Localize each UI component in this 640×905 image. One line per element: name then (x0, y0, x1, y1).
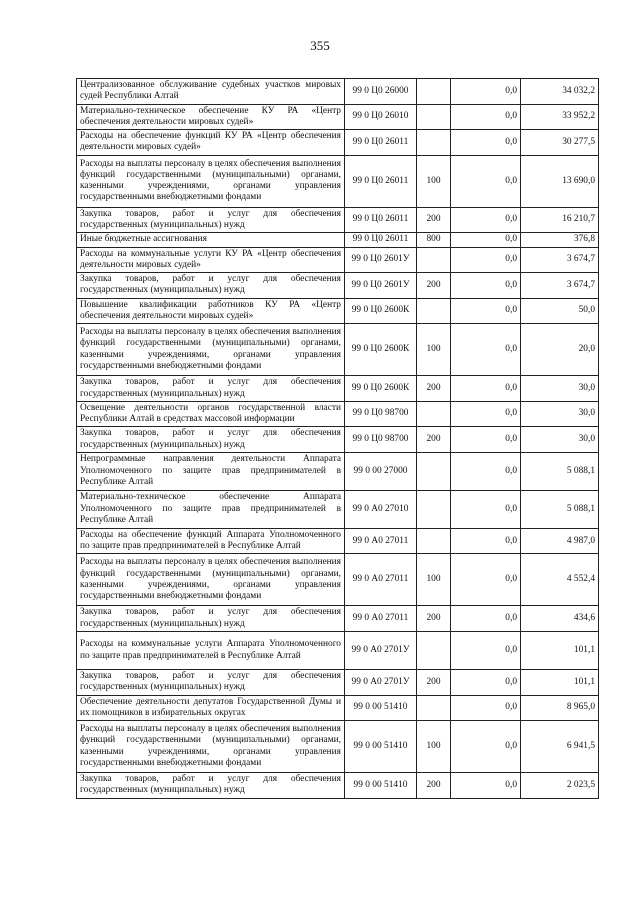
table-row (77, 298, 599, 324)
amount-2: 34 032,2 (521, 79, 599, 105)
amount-2: 30,0 (521, 401, 599, 427)
expense-type (417, 452, 451, 490)
amount-1: 0,0 (451, 695, 521, 721)
row-name: Непрограммные направления деятельности Аппарата Уполномоченного по защите прав предпринимателей в Республике Алтай (77, 452, 345, 490)
amount-1: 0,0 (451, 554, 521, 606)
expense-type (417, 79, 451, 105)
amount-1: 0,0 (451, 452, 521, 490)
amount-1: 0,0 (451, 130, 521, 156)
target-code: 99 0 А0 27010 (345, 490, 417, 528)
target-code: 99 0 Ц0 2600К (345, 376, 417, 402)
target-code: 99 0 А0 27011 (345, 528, 417, 554)
row-name: Закупка товаров, работ и услуг для обеспечения государственных (муниципальных) нужд (77, 606, 345, 632)
table-row (77, 273, 599, 299)
row-name: Расходы на выплаты персоналу в целях обеспечения выполнения функций государственными (муниципальными) органами, казенными учреждениями, органами управления государственными внебюджетными фондами (77, 155, 345, 207)
table-row (77, 376, 599, 402)
table-row (77, 721, 599, 773)
expense-type: 200 (417, 207, 451, 233)
expense-type (417, 695, 451, 721)
table-row (77, 670, 599, 696)
amount-1: 0,0 (451, 79, 521, 105)
table-row (77, 554, 599, 606)
amount-2: 101,1 (521, 670, 599, 696)
amount-1: 0,0 (451, 401, 521, 427)
amount-2: 3 674,7 (521, 273, 599, 299)
table-row (77, 606, 599, 632)
row-name: Централизованное обслуживание судебных участков мировых судей Республики Алтай (77, 79, 345, 105)
target-code: 99 0 Ц0 98700 (345, 401, 417, 427)
table-row (77, 155, 599, 207)
row-name: Закупка товаров, работ и услуг для обеспечения государственных (муниципальных) нужд (77, 670, 345, 696)
budget-table-body (77, 79, 599, 799)
row-name: Расходы на коммунальные услуги Аппарата Уполномоченного по защите прав предпринимателей в Республике Алтай (77, 632, 345, 670)
amount-1: 0,0 (451, 207, 521, 233)
amount-2: 30 277,5 (521, 130, 599, 156)
target-code: 99 0 Ц0 26000 (345, 79, 417, 105)
row-name: Повышение квалификации работников КУ РА «Центр обеспечения деятельности мировых судей» (77, 298, 345, 324)
expense-type (417, 104, 451, 130)
page-number: 355 (310, 38, 330, 53)
amount-2: 8 965,0 (521, 695, 599, 721)
table-row (77, 79, 599, 105)
amount-2: 434,6 (521, 606, 599, 632)
expense-type: 200 (417, 427, 451, 453)
amount-2: 376,8 (521, 233, 599, 247)
target-code: 99 0 Ц0 26011 (345, 130, 417, 156)
amount-2: 13 690,0 (521, 155, 599, 207)
amount-2: 4 987,0 (521, 528, 599, 554)
expense-type: 200 (417, 670, 451, 696)
target-code: 99 0 А0 27011 (345, 606, 417, 632)
amount-2: 6 941,5 (521, 721, 599, 773)
amount-2: 5 088,1 (521, 490, 599, 528)
row-name: Расходы на обеспечение функций КУ РА «Центр обеспечения деятельности мировых судей» (77, 130, 345, 156)
row-name: Освещение деятельности органов государственной власти Республики Алтай в средствах массовой информации (77, 401, 345, 427)
target-code: 99 0 00 51410 (345, 773, 417, 799)
table-row (77, 773, 599, 799)
row-name: Закупка товаров, работ и услуг для обеспечения государственных (муниципальных) нужд (77, 207, 345, 233)
table-row (77, 247, 599, 273)
expense-type (417, 130, 451, 156)
table-row (77, 632, 599, 670)
amount-1: 0,0 (451, 376, 521, 402)
table-row (77, 233, 599, 247)
row-name: Расходы на выплаты персоналу в целях обеспечения выполнения функций государственными (муниципальными) органами, казенными учреждениями, органами управления государственными внебюджетными фондами (77, 721, 345, 773)
target-code: 99 0 Ц0 2600К (345, 324, 417, 376)
target-code: 99 0 Ц0 2600К (345, 298, 417, 324)
target-code: 99 0 00 51410 (345, 721, 417, 773)
amount-1: 0,0 (451, 606, 521, 632)
target-code: 99 0 Ц0 2601У (345, 273, 417, 299)
target-code: 99 0 А0 2701У (345, 632, 417, 670)
target-code: 99 0 Ц0 98700 (345, 427, 417, 453)
row-name: Расходы на коммунальные услуги КУ РА «Центр обеспечения деятельности мировых судей» (77, 247, 345, 273)
amount-2: 30,0 (521, 427, 599, 453)
target-code: 99 0 Ц0 26011 (345, 233, 417, 247)
amount-1: 0,0 (451, 247, 521, 273)
target-code: 99 0 Ц0 2601У (345, 247, 417, 273)
amount-1: 0,0 (451, 324, 521, 376)
expense-type (417, 401, 451, 427)
amount-2: 50,0 (521, 298, 599, 324)
amount-2: 5 088,1 (521, 452, 599, 490)
amount-2: 30,0 (521, 376, 599, 402)
amount-2: 33 952,2 (521, 104, 599, 130)
amount-2: 2 023,5 (521, 773, 599, 799)
table-row (77, 490, 599, 528)
table-row (77, 452, 599, 490)
expense-type: 200 (417, 773, 451, 799)
amount-1: 0,0 (451, 632, 521, 670)
expense-type: 800 (417, 233, 451, 247)
expense-type: 100 (417, 554, 451, 606)
expense-type: 100 (417, 155, 451, 207)
table-row (77, 130, 599, 156)
row-name: Закупка товаров, работ и услуг для обеспечения государственных (муниципальных) нужд (77, 427, 345, 453)
row-name: Расходы на выплаты персоналу в целях обеспечения выполнения функций государственными (муниципальными) органами, казенными учреждениями, органами управления государственными внебюджетными фондами (77, 554, 345, 606)
amount-1: 0,0 (451, 773, 521, 799)
amount-1: 0,0 (451, 273, 521, 299)
amount-1: 0,0 (451, 670, 521, 696)
expense-type: 100 (417, 324, 451, 376)
row-name: Расходы на выплаты персоналу в целях обеспечения выполнения функций государственными (муниципальными) органами, казенными учреждениями, органами управления государственными внебюджетными фондами (77, 324, 345, 376)
expense-type: 100 (417, 721, 451, 773)
amount-1: 0,0 (451, 104, 521, 130)
row-name: Расходы на обеспечение функций Аппарата Уполномоченного по защите прав предпринимателей в Республике Алтай (77, 528, 345, 554)
table-row (77, 427, 599, 453)
table-row (77, 207, 599, 233)
amount-2: 3 674,7 (521, 247, 599, 273)
expense-type (417, 490, 451, 528)
table-row (77, 695, 599, 721)
target-code: 99 0 Ц0 26011 (345, 207, 417, 233)
budget-table (76, 78, 599, 799)
target-code: 99 0 А0 2701У (345, 670, 417, 696)
expense-type (417, 632, 451, 670)
expense-type: 200 (417, 606, 451, 632)
amount-1: 0,0 (451, 427, 521, 453)
target-code: 99 0 00 51410 (345, 695, 417, 721)
target-code: 99 0 А0 27011 (345, 554, 417, 606)
amount-1: 0,0 (451, 298, 521, 324)
target-code: 99 0 Ц0 26010 (345, 104, 417, 130)
row-name: Иные бюджетные ассигнования (77, 233, 345, 247)
amount-1: 0,0 (451, 233, 521, 247)
amount-2: 16 210,7 (521, 207, 599, 233)
amount-2: 20,0 (521, 324, 599, 376)
table-row (77, 324, 599, 376)
amount-2: 101,1 (521, 632, 599, 670)
table-row (77, 401, 599, 427)
table-row (77, 104, 599, 130)
expense-type (417, 528, 451, 554)
target-code: 99 0 Ц0 26011 (345, 155, 417, 207)
expense-type: 200 (417, 376, 451, 402)
target-code: 99 0 00 27000 (345, 452, 417, 490)
expense-type (417, 298, 451, 324)
expense-type (417, 247, 451, 273)
amount-1: 0,0 (451, 528, 521, 554)
row-name: Закупка товаров, работ и услуг для обеспечения государственных (муниципальных) нужд (77, 773, 345, 799)
row-name: Материально-техническое обеспечение КУ РА «Центр обеспечения деятельности мировых судей» (77, 104, 345, 130)
row-name: Материально-техническое обеспечение Аппарата Уполномоченного по защите прав предпринимателей в Республике Алтай (77, 490, 345, 528)
row-name: Закупка товаров, работ и услуг для обеспечения государственных (муниципальных) нужд (77, 376, 345, 402)
expense-type: 200 (417, 273, 451, 299)
table-row (77, 528, 599, 554)
row-name: Обеспечение деятельности депутатов Государственной Думы и их помощников в избирательных округах (77, 695, 345, 721)
amount-1: 0,0 (451, 721, 521, 773)
amount-2: 4 552,4 (521, 554, 599, 606)
amount-1: 0,0 (451, 490, 521, 528)
amount-1: 0,0 (451, 155, 521, 207)
row-name: Закупка товаров, работ и услуг для обеспечения государственных (муниципальных) нужд (77, 273, 345, 299)
